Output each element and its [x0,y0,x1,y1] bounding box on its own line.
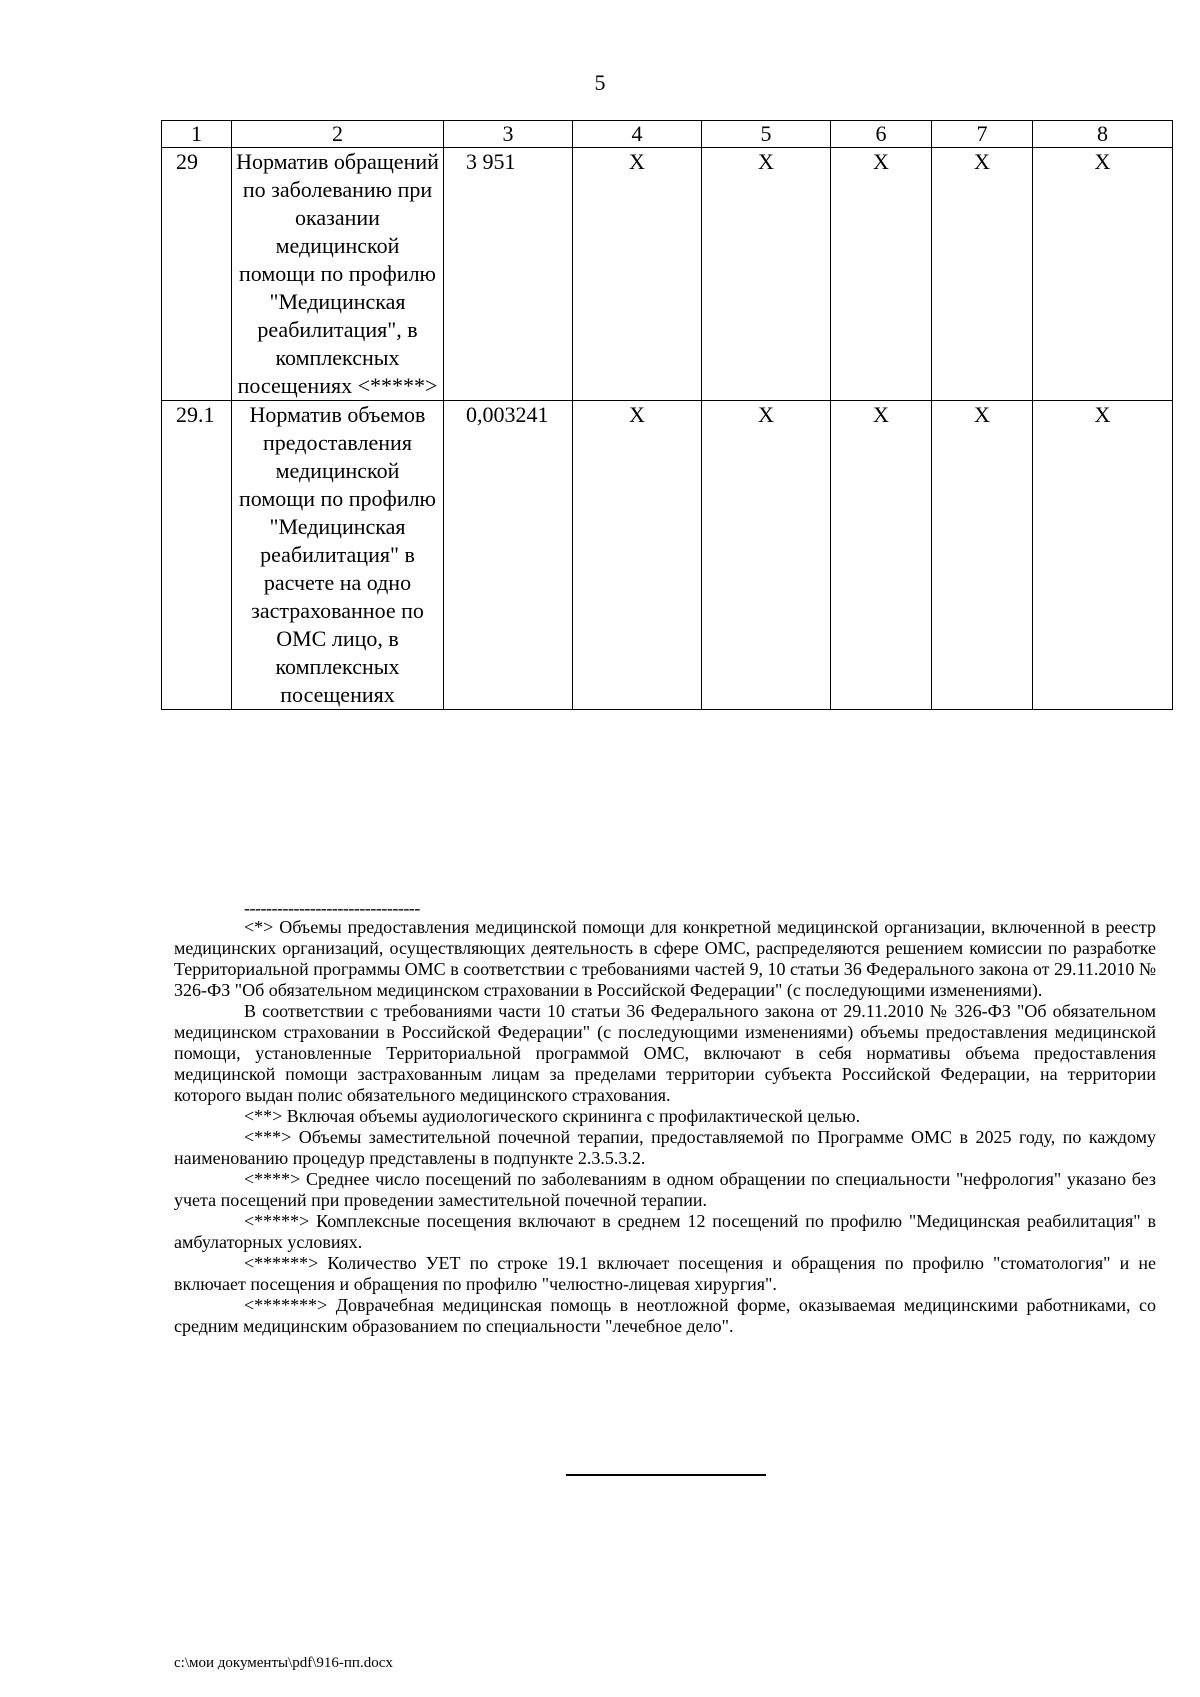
table-row [162,401,1173,710]
row-cell: X [573,148,702,401]
column-header: 4 [573,121,702,148]
row-number: 29.1 [162,401,232,710]
footnote: <******> Количество УЕТ по строке 19.1 включает посещения и обращения по профилю "стоматология" и не включает посещения и обращения по профилю "челюстно-лицевая хирургия". [174,1253,1156,1294]
row-cell: X [932,148,1033,401]
row-cell: X [702,401,831,710]
row-value: 3 951 [444,148,573,401]
footnote: <*******> Доврачебная медицинская помощь в неотложной форме, оказываемая медицинскими работниками, со средним медицинским образованием по специальности "лечебное дело". [174,1295,1156,1336]
row-indicator-name: Норматив обращений по заболеванию при оказании медицинской помощи по профилю "Медицинская реабилитация", в комплексных посещениях <*****> [232,148,444,401]
volume-norms-table [161,120,1173,710]
footnote: <****> Среднее число посещений по заболеваниям в одном обращении по специальности "нефрология" указано без учета посещений при проведении заместительной почечной терапии. [174,1169,1156,1210]
row-cell: X [702,148,831,401]
column-header: 8 [1033,121,1173,148]
footer-file-path: c:\мои документы\pdf\916-пп.docx [174,1655,393,1671]
footnote-separator: -------------------------------- [244,898,420,918]
row-indicator-name: Норматив объемов предоставления медицинской помощи по профилю "Медицинская реабилитация" в расчете на одно застрахованное по ОМС лицо, в комплексных посещениях [232,401,444,710]
footnote: <**> Включая объемы аудиологического скрининга с профилактической целью. [244,1106,861,1126]
column-header: 2 [232,121,444,148]
page-number: 5 [594,70,606,95]
table-row [162,148,1173,401]
row-cell: X [1033,401,1173,710]
footnote: <*> Объемы предоставления медицинской помощи для конкретной медицинской организации, включенной в реестр медицинских организаций, осуществляющих деятельность в сфере ОМС, распределяются решением комиссии по разработке Территориальной программы ОМС в соответствии с требованиями частей 9, 10 статьи 36 Федерального закона от 29.11.2010 № 326-ФЗ "Об обязательном медицинском страховании в Российской Федерации" (с последующими изменениями). [174,917,1156,1000]
row-value: 0,003241 [444,401,573,710]
row-number: 29 [162,148,232,401]
footnote: <*****> Комплексные посещения включают в среднем 12 посещений по профилю "Медицинская реабилитация" в амбулаторных условиях. [174,1211,1156,1252]
row-cell: X [573,401,702,710]
column-header: 6 [831,121,932,148]
row-cell: X [932,401,1033,710]
column-header: 5 [702,121,831,148]
column-header: 1 [162,121,232,148]
row-cell: X [1033,148,1173,401]
end-of-document-rule [566,1474,766,1476]
column-header: 7 [932,121,1033,148]
footnotes [174,899,1156,1337]
row-cell: X [831,401,932,710]
footnote: В соответствии с требованиями части 10 статьи 36 Федерального закона от 29.11.2010 № 326-ФЗ "Об обязательном медицинском страховании в Российской Федерации" (с последующими изменениями) объемы предоставления медицинской помощи, установленные Территориальной программой ОМС, включают в себя нормативы объема предоставления медицинской помощи застрахованным лицам за пределами территории субъекта Российской Федерации, на территории которого выдан полис обязательного медицинского страхования. [174,1001,1156,1105]
footnote: <***> Объемы заместительной почечной терапии, предоставляемой по Программе ОМС в 2025 году, по каждому наименованию процедур представлены в подпункте 2.3.5.3.2. [174,1127,1156,1168]
column-header: 3 [444,121,573,148]
table-header-row [162,121,1173,148]
row-cell: X [831,148,932,401]
